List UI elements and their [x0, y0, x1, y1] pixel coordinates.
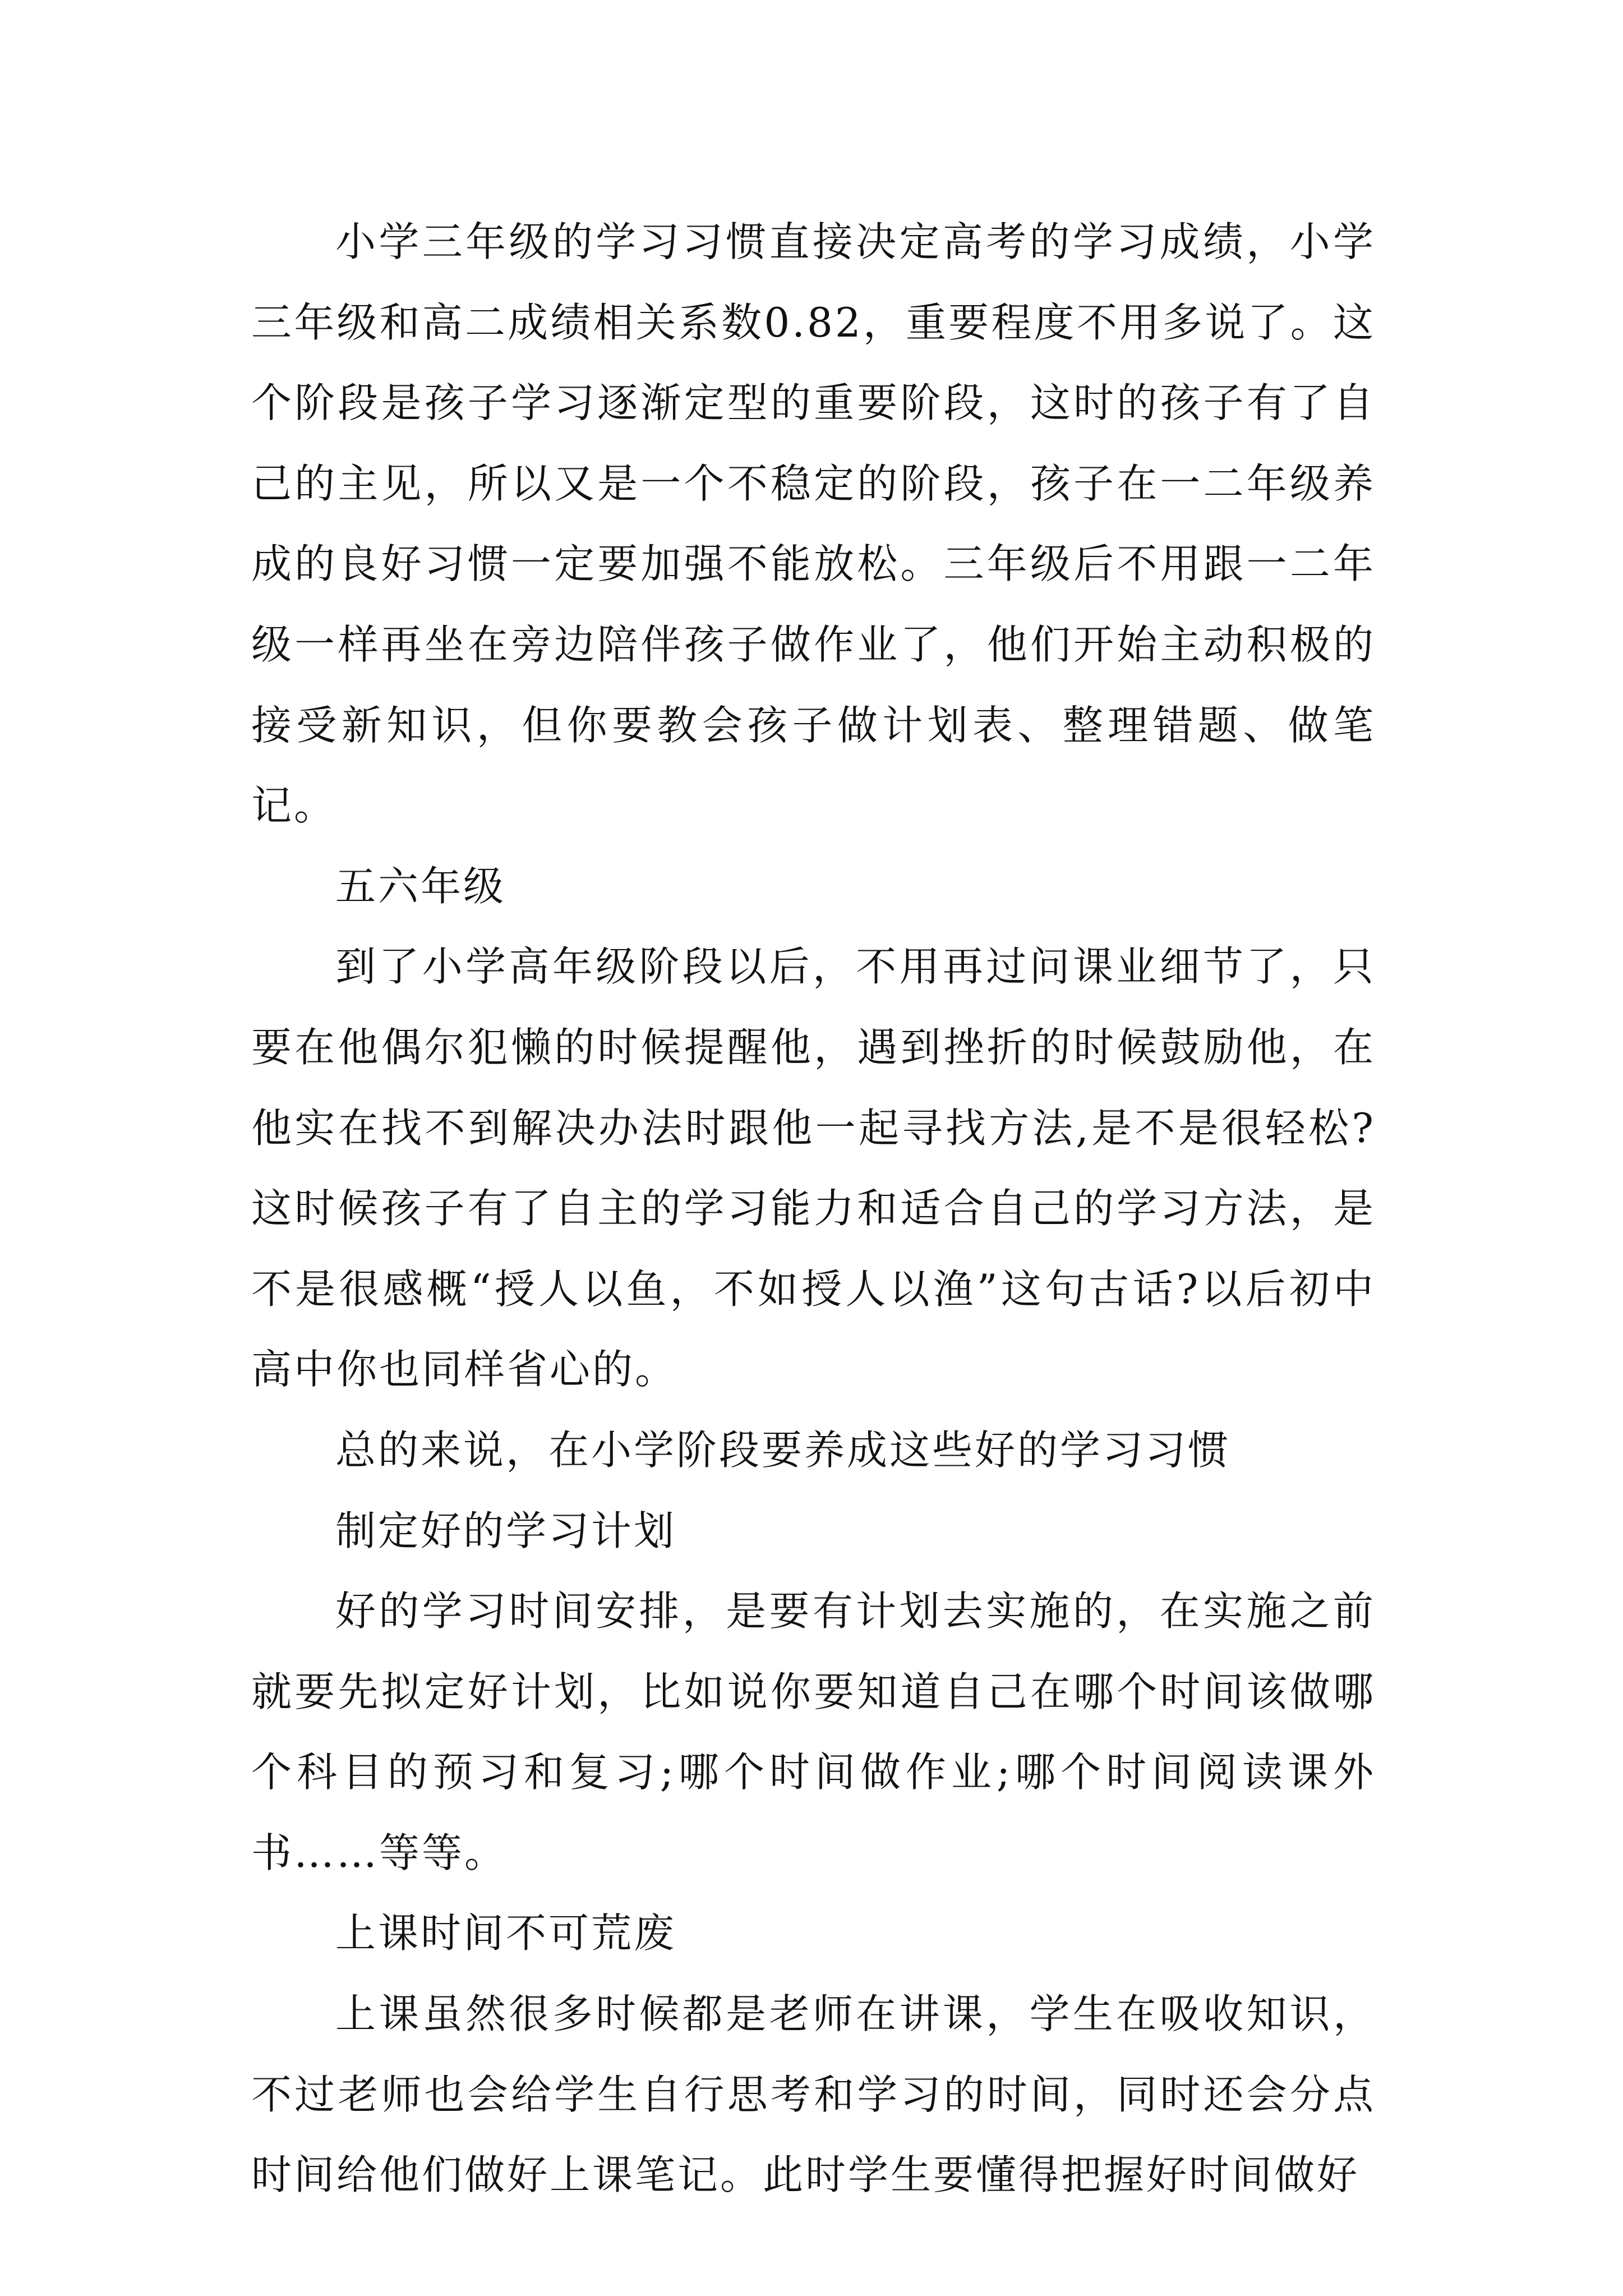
paragraph-summary-intro: 总的来说，在小学阶段要养成这些好的学习习惯 — [335, 1426, 1231, 1474]
heading-study-plan: 制定好的学习计划 — [335, 1507, 677, 1554]
paragraph-class-time: 上课虽然很多时候都是老师在讲课，学生在吸收知识，不过老师也会给学生自行思考和学习的时间，同时还会分点时间给他们做好上课笔记。此时学生要懂得把握好时间做好 — [251, 1990, 1376, 2199]
paragraph-study-plan: 好的学习时间安排，是要有计划去实施的，在实施之前就要先拟定好计划，比如说你要知道自己在哪个时间该做哪个科目的预习和复习;哪个时间做作业;哪个时间阅读课外书……等等。 — [251, 1588, 1376, 1876]
heading-grade-five-six: 五六年级 — [335, 862, 506, 910]
paragraph-grade-three: 小学三年级的学习习惯直接决定高考的学习成绩，小学三年级和高二成绩相关系数0.82，重要程度不用多说了。这个阶段是孩子学习逐渐定型的重要阶段，这时的孩子有了自己的主见，所以又是一个不稳定的阶段，孩子在一二年级养成的良好习惯一定要加强不能放松。三年级后不用跟一二年级一样再坐在旁边陪伴孩子做作业了，他们开始主动积极的接受新知识，但你要教会孩子做计划表、整理错题、做笔记。 — [251, 218, 1376, 830]
document-body — [251, 202, 1376, 2216]
paragraph-upper-grades: 到了小学高年级阶段以后，不用再过问课业细节了，只要在他偶尔犯懒的时候提醒他，遇到挫折的时候鼓励他，在他实在找不到解决办法时跟他一起寻找方法,是不是很轻松?这时候孩子有了自主的学习能力和适合自己的学习方法，是不是很感概“授人以鱼，不如授人以渔”这句古话?以后初中高中你也同样省心的。 — [251, 943, 1376, 1393]
heading-class-time: 上课时间不可荒废 — [335, 1910, 677, 1957]
